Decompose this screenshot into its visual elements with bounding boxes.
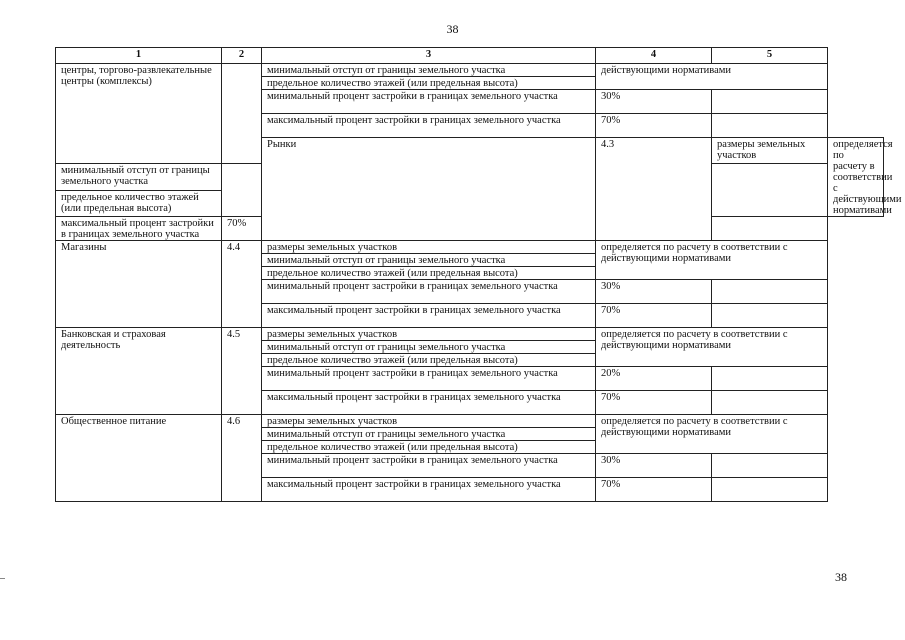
param-min-build: минимальный процент застройки в границах земельного участка [262,367,596,391]
param-min-setback: минимальный отступ от границы земельного участка [262,341,596,354]
header-col-3: 3 [262,48,596,64]
param-max-build: максимальный процент застройки в границах земельного участка [262,391,596,415]
param-max-floors: предельное количество этажей (или предельная высота) [56,190,222,216]
header-col-1: 1 [56,48,222,64]
value-max-pct: 70% [596,478,712,502]
scan-edge-mark [0,578,5,579]
value-min-pct: 20% [596,367,712,391]
use-name: Магазины [56,241,222,328]
use-code [222,64,262,164]
param-sizes: размеры земельных участков [262,328,596,341]
value-col5 [712,454,828,478]
value-col5 [712,367,828,391]
param-min-build: минимальный процент застройки в границах земельного участка [262,280,596,304]
use-name: центры, торгово-развлекательные центры (комплексы) [56,64,222,164]
value-calc: определяется по расчету в соответствии с действующими нормативами [596,415,828,454]
param-min-setback: минимальный отступ от границы земельного участка [262,428,596,441]
header-col-5: 5 [712,48,828,64]
value-calc: определяется по расчету в соответствии с действующими нормативами [596,328,828,367]
value-max-pct: 70% [596,114,712,138]
value-col5 [712,90,828,114]
table-row [56,328,884,341]
param-max-floors: предельное количество этажей (или предельная высота) [262,267,596,280]
header-col-4: 4 [596,48,712,64]
param-sizes: размеры земельных участков [712,138,828,164]
regulations-table [55,47,902,502]
header-row [56,48,884,64]
param-min-setback: минимальный отступ от границы земельного участка [262,254,596,267]
param-min-build: минимальный процент застройки в границах земельного участка [262,90,596,114]
page-number-top: 38 [446,22,459,36]
param-max-build: максимальный процент застройки в границах земельного участка [262,304,596,328]
value-min-pct: 30% [596,454,712,478]
param-max-floors: предельное количество этажей (или предельная высота) [262,441,596,454]
table-row [56,415,884,428]
page-number-bottom: 38 [835,570,847,584]
value-calc: определяется по расчету в соответствии с действующими нормативами [828,138,884,217]
value-calc: определяется по расчету в соответствии с действующими нормативами [596,241,828,280]
param-min-setback: минимальный отступ от границы земельного участка [262,64,596,77]
value-col5 [712,280,828,304]
param-max-build: максимальный процент застройки в границах земельного участка [262,478,596,502]
param-max-floors: предельное количество этажей (или предельная высота) [262,77,596,90]
param-max-build: максимальный процент застройки в границах земельного участка [262,114,596,138]
value-col5 [712,304,828,328]
use-code: 4.4 [222,241,262,328]
value-col5 [712,478,828,502]
use-name: Общественное питание [56,415,222,502]
table-row [56,64,884,77]
value-max-pct: 70% [222,217,262,241]
param-max-build: максимальный процент застройки в границах земельного участка [56,217,222,241]
use-code: 4.5 [222,328,262,415]
use-code: 4.3 [596,138,712,241]
use-name: Банковская и страховая деятельность [56,328,222,415]
param-min-build: минимальный процент застройки в границах земельного участка [262,454,596,478]
param-max-floors: предельное количество этажей (или предельная высота) [262,354,596,367]
param-sizes: размеры земельных участков [262,241,596,254]
value-col5 [712,114,828,138]
value-max-pct: 70% [596,304,712,328]
value-max-pct: 70% [596,391,712,415]
use-code: 4.6 [222,415,262,502]
value-calc: действующими нормативами [596,64,828,90]
header-col-2: 2 [222,48,262,64]
param-min-setback: минимальный отступ от границы земельного участка [56,164,222,190]
value-col5 [712,217,828,241]
use-name: Рынки [262,138,596,241]
table-row [56,241,884,254]
value-col5 [712,391,828,415]
value-min-pct: 30% [596,90,712,114]
param-sizes: размеры земельных участков [262,415,596,428]
value-min-pct: 30% [596,280,712,304]
